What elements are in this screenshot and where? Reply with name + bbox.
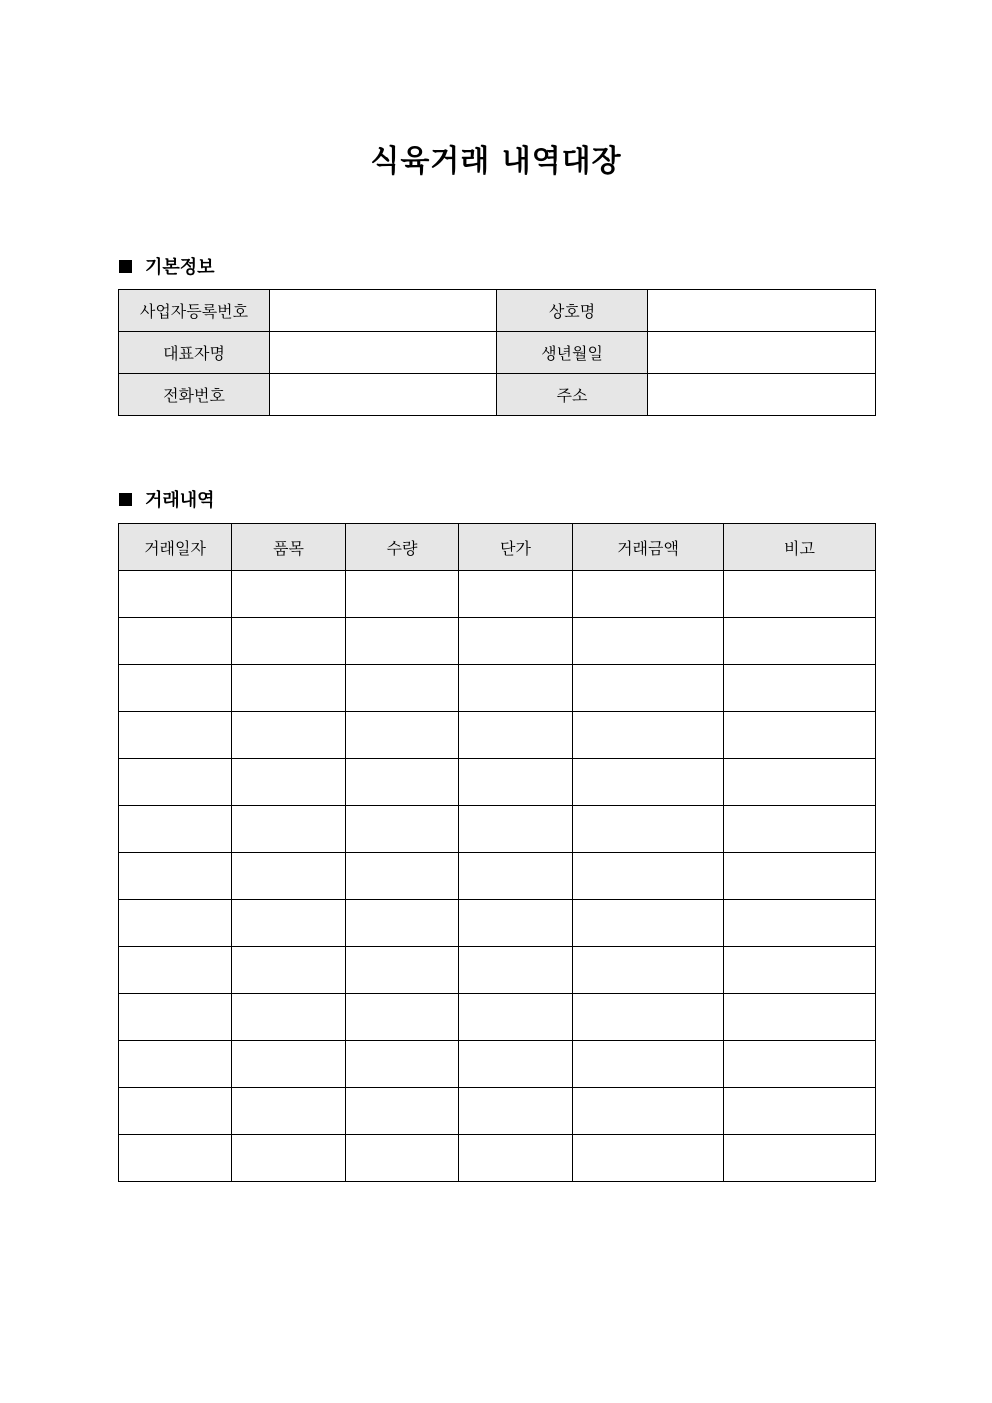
table-row: [119, 806, 876, 853]
field-value-cell[interactable]: [648, 374, 876, 416]
table-cell[interactable]: [119, 759, 232, 806]
table-cell[interactable]: [459, 618, 573, 665]
table-header-row: [119, 524, 876, 571]
section-heading-label: 기본정보: [145, 257, 215, 278]
table-cell[interactable]: [346, 947, 459, 994]
table-cell[interactable]: [573, 571, 724, 618]
field-value-cell[interactable]: [270, 332, 497, 374]
table-cell[interactable]: [232, 853, 346, 900]
table-cell[interactable]: [573, 618, 724, 665]
table-cell[interactable]: [573, 994, 724, 1041]
table-cell[interactable]: [724, 618, 876, 665]
field-label: 대표자명: [119, 332, 270, 374]
table-row: [119, 947, 876, 994]
field-label: 주소: [497, 374, 648, 416]
table-cell[interactable]: [724, 571, 876, 618]
transactions-table: [118, 523, 876, 1182]
table-cell[interactable]: [232, 1088, 346, 1135]
table-cell[interactable]: [573, 1135, 724, 1182]
field-value-cell[interactable]: [270, 290, 497, 332]
table-cell[interactable]: [724, 712, 876, 759]
basic-info-row: [119, 332, 876, 374]
table-cell[interactable]: [346, 806, 459, 853]
table-cell[interactable]: [119, 571, 232, 618]
table-cell[interactable]: [573, 759, 724, 806]
table-cell[interactable]: [724, 900, 876, 947]
table-row: [119, 900, 876, 947]
table-cell[interactable]: [573, 806, 724, 853]
field-label: 전화번호: [119, 374, 270, 416]
table-cell[interactable]: [459, 853, 573, 900]
table-cell[interactable]: [346, 1041, 459, 1088]
table-row: [119, 1135, 876, 1182]
table-row: [119, 712, 876, 759]
table-cell[interactable]: [724, 853, 876, 900]
table-cell[interactable]: [573, 900, 724, 947]
field-value-cell[interactable]: [648, 332, 876, 374]
table-cell[interactable]: [232, 571, 346, 618]
table-cell[interactable]: [459, 1135, 573, 1182]
table-cell[interactable]: [232, 1135, 346, 1182]
table-cell[interactable]: [724, 1088, 876, 1135]
table-cell[interactable]: [119, 853, 232, 900]
table-cell[interactable]: [119, 1041, 232, 1088]
table-row: [119, 618, 876, 665]
table-cell[interactable]: [724, 1135, 876, 1182]
table-cell[interactable]: [346, 853, 459, 900]
table-cell[interactable]: [232, 994, 346, 1041]
table-cell[interactable]: [459, 806, 573, 853]
table-cell[interactable]: [119, 806, 232, 853]
table-cell[interactable]: [724, 994, 876, 1041]
table-cell[interactable]: [119, 665, 232, 712]
table-cell[interactable]: [119, 712, 232, 759]
section-heading-label: 거래내역: [145, 490, 215, 511]
table-row: [119, 1088, 876, 1135]
table-cell[interactable]: [459, 571, 573, 618]
table-cell[interactable]: [232, 712, 346, 759]
square-bullet-icon: [119, 493, 132, 506]
table-cell[interactable]: [232, 665, 346, 712]
table-row: [119, 571, 876, 618]
square-bullet-icon: [119, 260, 132, 273]
table-cell[interactable]: [459, 759, 573, 806]
table-row: [119, 994, 876, 1041]
section-heading-transactions: [119, 486, 215, 512]
field-value-cell[interactable]: [648, 290, 876, 332]
column-header: 단가: [459, 524, 573, 571]
table-cell[interactable]: [232, 618, 346, 665]
table-cell[interactable]: [724, 1041, 876, 1088]
table-cell[interactable]: [459, 712, 573, 759]
column-header: 수량: [346, 524, 459, 571]
table-cell[interactable]: [346, 759, 459, 806]
table-cell[interactable]: [346, 900, 459, 947]
table-row: [119, 1041, 876, 1088]
field-value-cell[interactable]: [270, 374, 497, 416]
field-label: 생년월일: [497, 332, 648, 374]
table-cell[interactable]: [573, 712, 724, 759]
table-cell[interactable]: [346, 571, 459, 618]
table-cell[interactable]: [459, 1041, 573, 1088]
table-cell[interactable]: [232, 900, 346, 947]
table-cell[interactable]: [346, 1135, 459, 1182]
table-cell[interactable]: [459, 900, 573, 947]
page-title: 식육거래 내역대장: [370, 144, 622, 179]
table-cell[interactable]: [724, 759, 876, 806]
table-cell[interactable]: [119, 947, 232, 994]
table-cell[interactable]: [232, 759, 346, 806]
column-header: 품목: [232, 524, 346, 571]
column-header: 거래금액: [573, 524, 724, 571]
table-cell[interactable]: [232, 1041, 346, 1088]
table-cell[interactable]: [459, 1088, 573, 1135]
column-header: 거래일자: [119, 524, 232, 571]
table-cell[interactable]: [573, 1088, 724, 1135]
basic-info-table: [118, 289, 876, 416]
table-cell[interactable]: [346, 994, 459, 1041]
table-cell[interactable]: [346, 618, 459, 665]
table-cell[interactable]: [119, 1088, 232, 1135]
table-cell[interactable]: [119, 618, 232, 665]
section-heading-basic-info: [119, 253, 215, 279]
table-cell[interactable]: [346, 712, 459, 759]
table-cell[interactable]: [724, 665, 876, 712]
table-cell[interactable]: [573, 853, 724, 900]
table-cell[interactable]: [346, 665, 459, 712]
table-cell[interactable]: [724, 806, 876, 853]
table-cell[interactable]: [573, 665, 724, 712]
table-cell[interactable]: [119, 1135, 232, 1182]
table-row: [119, 853, 876, 900]
field-label: 상호명: [497, 290, 648, 332]
table-cell[interactable]: [573, 1041, 724, 1088]
table-cell[interactable]: [459, 665, 573, 712]
field-label: 사업자등록번호: [119, 290, 270, 332]
table-cell[interactable]: [232, 947, 346, 994]
table-cell[interactable]: [346, 1088, 459, 1135]
table-cell[interactable]: [232, 806, 346, 853]
table-cell[interactable]: [119, 994, 232, 1041]
table-cell[interactable]: [573, 947, 724, 994]
table-row: [119, 759, 876, 806]
table-cell[interactable]: [724, 947, 876, 994]
table-cell[interactable]: [119, 900, 232, 947]
table-cell[interactable]: [459, 947, 573, 994]
basic-info-row: [119, 374, 876, 416]
basic-info-row: [119, 290, 876, 332]
table-cell[interactable]: [459, 994, 573, 1041]
column-header: 비고: [724, 524, 876, 571]
table-row: [119, 665, 876, 712]
